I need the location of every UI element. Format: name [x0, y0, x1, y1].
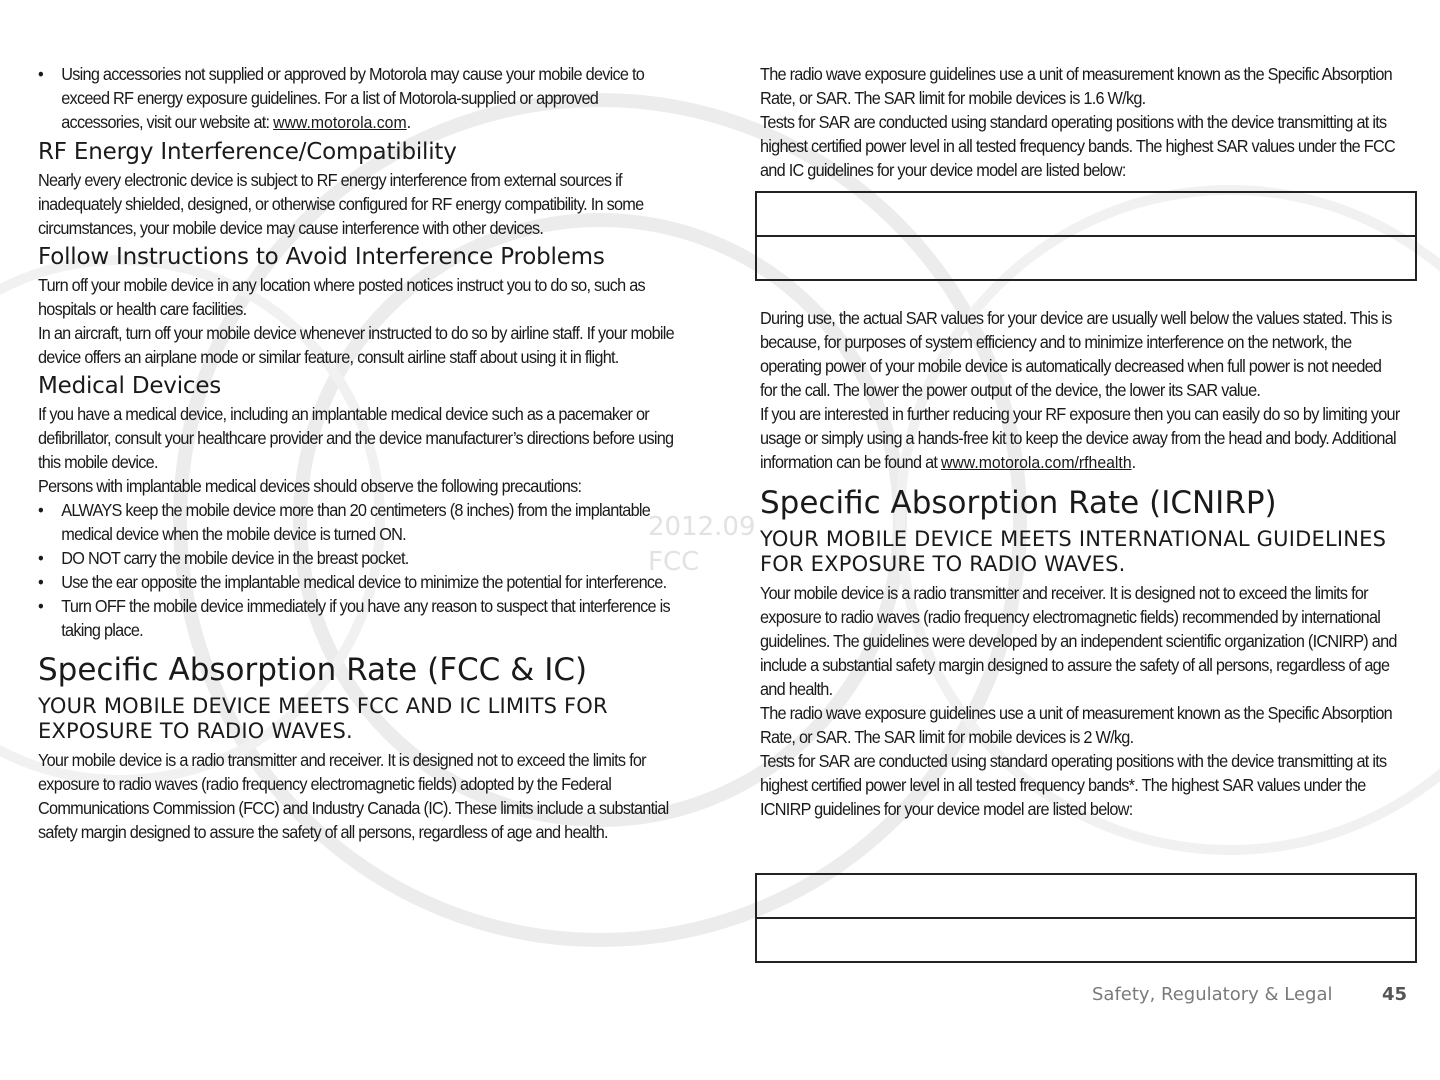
list-item: • Use the ear opposite the implantable medical device to minimize the potential for interference.	[38, 570, 680, 594]
table-row	[757, 193, 1415, 235]
reduce-exposure-text: If you are interested in further reducing your RF exposure then you can easily do so by limiting your usage or simply using a hands-free kit to keep the device away from the head and body. Additional information can be found at www.motorola.com/rfhealth.	[760, 404, 1400, 472]
medical-devices-text-1: If you have a medical device, including an implantable medical device such as a pacemaker or defibrillator, consult your healthcare provider and the device manufacturer’s directions before using this mobile device.	[38, 404, 674, 472]
watermark-agency: FCC	[648, 547, 700, 577]
icnirp-text-2: The radio wave exposure guidelines use a unit of measurement known as the Specific Absorption Rate, or SAR. The SAR limit for mobile devices is 2 W/kg.	[760, 703, 1392, 747]
list-item: • Using accessories not supplied or approved by Motorola may cause your mobile device to exceed RF energy exposure guidelines. For a list of Motorola-supplied or approved accessories, visit our website at: www.motorola.com.	[38, 62, 680, 135]
motorola-link[interactable]: www.motorola.com	[273, 113, 407, 132]
actual-sar-text: During use, the actual SAR values for your device are usually well below the values stated. This is because, for purposes of system efficiency and to minimize interference on the network, the operating power of your mobile device is automatically decreased when full power is not needed for the call. The lower the power output of the device, the lower its SAR value.	[760, 308, 1392, 400]
precautions-list	[38, 498, 680, 642]
list-item: • ALWAYS keep the mobile device more than 20 centimeters (8 inches) from the implantable medical device when the mobile device is turned ON.	[38, 498, 680, 546]
rf-interference-text: Nearly every electronic device is subject to RF energy interference from external sources if inadequately shielded, designed, or otherwise configured for RF energy compatibility. In some circumstances, your mobile device may cause interference with other devices.	[38, 170, 644, 238]
footer-section-title: Safety, Regulatory & Legal	[1092, 984, 1333, 1005]
list-item: • DO NOT carry the mobile device in the breast pocket.	[38, 546, 680, 570]
icnirp-text-1: Your mobile device is a radio transmitter and receiver. It is designed not to exceed the limits for exposure to radio waves (radio frequency electromagnetic fields) recommended by international guidelines. The guidelines were developed by an independent scientific organization (ICNIRP) and include a substantial safety margin designed to assure the safety of all persons, regardless of age and health.	[760, 583, 1397, 699]
sar-unit-text: The radio wave exposure guidelines use a unit of measurement known as the Specific Absorption Rate, or SAR. The SAR limit for mobile devices is 1.6 W/kg.	[760, 64, 1392, 108]
accessory-bullet-list	[38, 62, 680, 135]
table-row	[757, 235, 1415, 279]
sar-tests-text: Tests for SAR are conducted using standard operating positions with the device transmitting at its highest certified power level in all tested frequency bands. The highest SAR values under the FCC and IC guidelines for your device model are listed below:	[760, 112, 1395, 180]
watermark-date: 2012.09	[648, 512, 756, 542]
list-item: • Turn OFF the mobile device immediately if you have any reason to suspect that interference is taking place.	[38, 594, 680, 642]
left-column	[38, 62, 683, 844]
follow-instructions-text-2: In an aircraft, turn off your mobile device whenever instructed to do so by airline staff. If your mobile device offers an airplane mode or similar feature, consult airline staff about using it in flight.	[38, 323, 674, 367]
sar-icnirp-heading: Specific Absorption Rate (ICNIRP)	[760, 485, 1277, 521]
rf-interference-heading: RF Energy Interference/Compatibility	[38, 139, 457, 165]
follow-instructions-heading: Follow Instructions to Avoid Interference Problems	[38, 244, 605, 270]
follow-instructions-text-1: Turn off your mobile device in any location where posted notices instruct you to do so, such as hospitals or health care facilities.	[38, 275, 645, 319]
fcc-sar-values-table	[755, 191, 1417, 281]
right-column-lower	[760, 306, 1405, 821]
sar-fcc-text: Your mobile device is a radio transmitter and receiver. It is designed not to exceed the limits for exposure to radio waves (radio frequency electromagnetic fields) adopted by the Federal Communications Commission (FCC) and Industry Canada (IC). These limits include a substantial safety margin designed to assure the safety of all persons, regardless of age and health.	[38, 750, 669, 842]
icnirp-text-3: Tests for SAR are conducted using standard operating positions with the device transmitting at its highest certified power level in all tested frequency bands*. The highest SAR values under the ICNIRP guidelines for your device model are listed below:	[760, 751, 1387, 819]
right-column	[760, 62, 1405, 182]
page-number: 45	[1382, 984, 1408, 1005]
sar-fcc-subheading: YOUR MOBILE DEVICE MEETS FCC AND IC LIMITS FOR EXPOSURE TO RADIO WAVES.	[38, 694, 608, 743]
medical-devices-text-2: Persons with implantable medical devices should observe the following precautions:	[38, 476, 582, 496]
sar-fcc-heading: Specific Absorption Rate (FCC & IC)	[38, 652, 588, 688]
rfhealth-link[interactable]: www.motorola.com/rfhealth	[940, 453, 1132, 472]
sar-icnirp-subheading: YOUR MOBILE DEVICE MEETS INTERNATIONAL GUIDELINES FOR EXPOSURE TO RADIO WAVES.	[760, 527, 1387, 576]
page-footer	[1092, 984, 1408, 1005]
table-row	[757, 875, 1415, 917]
medical-devices-heading: Medical Devices	[38, 373, 222, 399]
table-row	[757, 917, 1415, 961]
icnirp-sar-values-table	[755, 873, 1417, 963]
